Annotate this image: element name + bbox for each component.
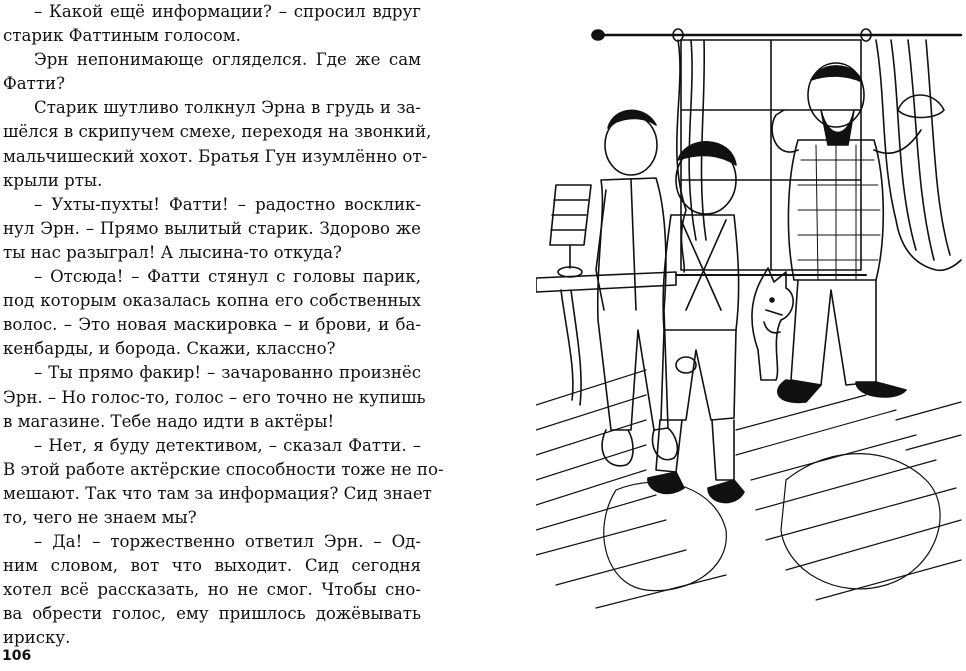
text-line: ва обрести голос, ему пришлось дожёвывать	[3, 604, 421, 624]
text-line: ты нас разыграл! А лысина-то откуда?	[3, 242, 342, 262]
text-line: нул Эрн. – Прямо вылитый старик. Здорово же	[3, 218, 421, 238]
text-line: – Какой ещё информации? – спросил вдруг	[34, 2, 421, 21]
text-line: хотел всё рассказать, но не смог. Чтобы сно-	[3, 580, 421, 600]
text-line: крыли рты.	[3, 170, 103, 190]
text-line: – Нет, я буду детективом, – сказал Фатти. –	[34, 435, 421, 455]
text-line: – Отсюда! – Фатти стянул с головы парик,	[34, 267, 421, 287]
text-line: – Да! – торжественно ответил Эрн. – Од-	[34, 532, 421, 552]
text-line: ириску.	[3, 628, 71, 648]
text-line: мальчишеский хохот. Братья Гун изумлённо от-	[3, 146, 428, 166]
boy-center-figure	[648, 142, 744, 503]
text-line: – Ухты-пухты! Фатти! – радостно восклик‐	[34, 194, 421, 214]
text-line: под которым оказалась копна его собственных	[3, 291, 421, 311]
page-number: 106	[2, 648, 32, 664]
text-line: – Ты прямо факир! – зачарованно произнёс	[34, 363, 421, 383]
disguised-man-figure	[772, 63, 944, 402]
text-line: мешают. Так что там за информация? Сид знает	[3, 483, 432, 503]
text-line: Эрн непонимающе огляделся. Где же сам	[34, 50, 421, 70]
body-text	[3, 0, 444, 651]
text-line: волос. – Это новая маскировка – и брови, и ба-	[3, 315, 421, 335]
text-line: кенбарды, и борода. Скажи, классно?	[3, 339, 336, 359]
text-line: Фатти?	[3, 74, 65, 94]
text-line: В этой работе актёрские способности тоже не по-	[3, 459, 444, 479]
text-line: в магазине. Тебе надо идти в актёры!	[3, 411, 335, 431]
illustration-boys-and-disguised-man	[536, 10, 966, 610]
text-line: Старик шутливо толкнул Эрна в грудь и за-	[34, 98, 421, 118]
text-line: старик Фаттиным голосом.	[3, 26, 241, 46]
text-line: ним словом, вот что выходит. Сид сегодня	[3, 556, 421, 576]
text-line: Эрн. – Но голос-то, голос – его точно не купишь	[3, 387, 426, 407]
text-line: шёлся в скрипучем смехе, переходя на звонкий,	[3, 122, 432, 142]
text-line: то, чего не знаем мы?	[3, 507, 197, 527]
scottie-dog-figure	[752, 268, 793, 380]
